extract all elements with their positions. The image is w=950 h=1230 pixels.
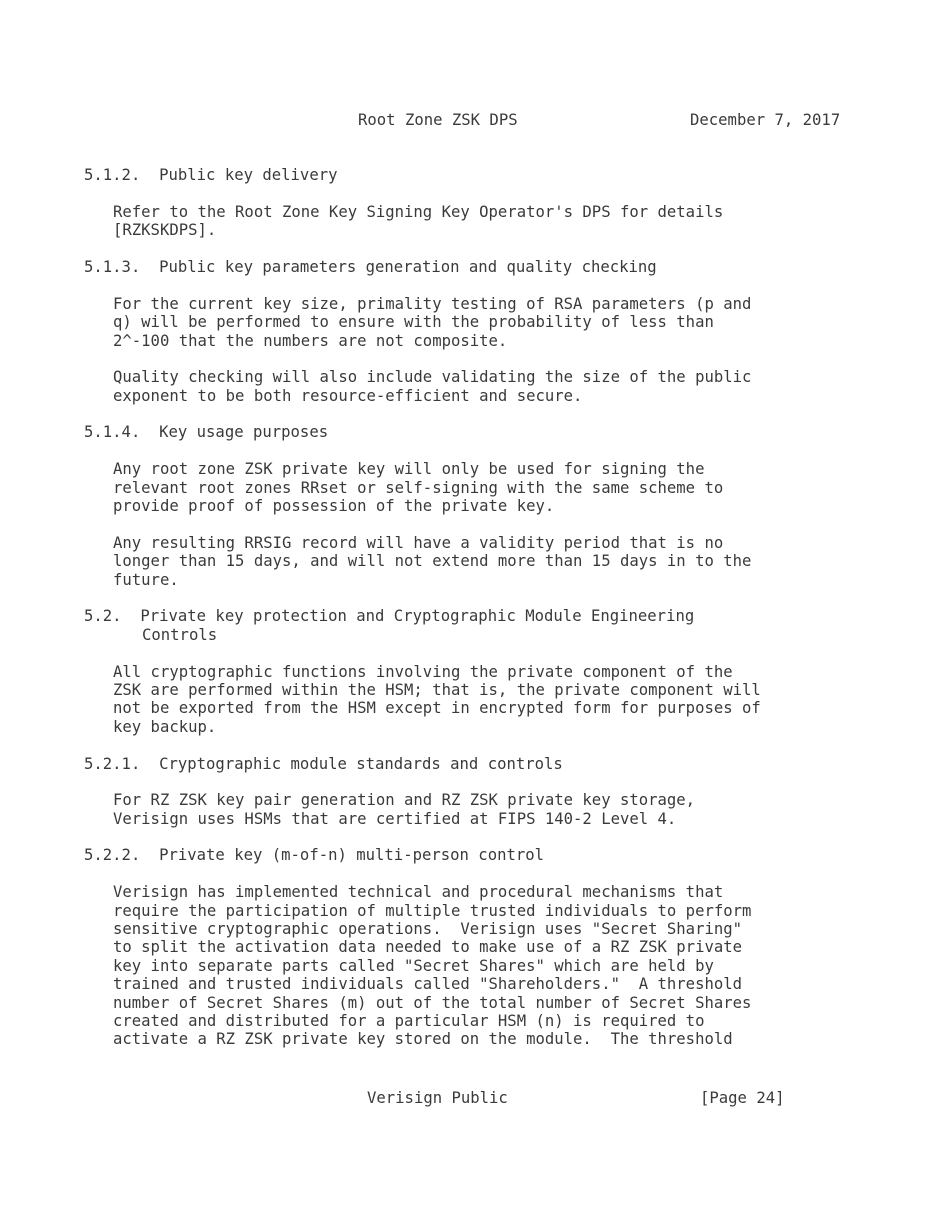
paragraph-line: Any resulting RRSIG record will have a validity period that is no — [113, 533, 724, 552]
footer-page-number: [Page 24] — [700, 1089, 785, 1107]
body-text — [84, 166, 761, 1049]
paragraph-line: future. — [113, 570, 179, 589]
paragraph-line: 2^-100 that the numbers are not composite. — [113, 331, 508, 350]
paragraph-line: Any root zone ZSK private key will only be used for signing the — [113, 460, 705, 479]
paragraph-line: not be exported from the HSM except in encrypted form for purposes of — [113, 699, 761, 718]
paragraph-line: All cryptographic functions involving the private component of the — [113, 662, 733, 681]
paragraph-line: Quality checking will also include validating the size of the public — [113, 368, 752, 387]
section-heading-5-2: 5.2. Private key protection and Cryptographic Module Engineering — [84, 607, 695, 626]
paragraph-line: exponent to be both resource-efficient and secure. — [113, 386, 583, 405]
paragraph-line: activate a RZ ZSK private key stored on the module. The threshold — [113, 1030, 733, 1049]
section-heading-5-2-continued: Controls — [142, 625, 218, 644]
section-heading-5-1-3: 5.1.3. Public key parameters generation and quality checking — [84, 257, 657, 276]
paragraph-line: For RZ ZSK key pair generation and RZ ZSK private key storage, — [113, 791, 696, 810]
paragraph-line: q) will be performed to ensure with the probability of less than — [113, 313, 714, 332]
paragraph-line: key into separate parts called "Secret Shares" which are held by — [113, 956, 714, 975]
document-body — [84, 166, 761, 1049]
page-footer — [0, 1089, 950, 1109]
paragraph-line: relevant root zones RRset or self-signing with the same scheme to — [113, 478, 724, 497]
paragraph-line: require the participation of multiple trusted individuals to perform — [113, 901, 752, 920]
paragraph-line: longer than 15 days, and will not extend more than 15 days in to the — [113, 552, 752, 571]
section-heading-5-2-1: 5.2.1. Cryptographic module standards and controls — [84, 754, 563, 773]
paragraph-line: trained and trusted individuals called "Shareholders." A threshold — [113, 975, 743, 994]
header-date: December 7, 2017 — [690, 111, 841, 129]
paragraph-line: Refer to the Root Zone Key Signing Key Operator's DPS for details — [113, 202, 724, 221]
paragraph-line: Verisign has implemented technical and procedural mechanisms that — [113, 883, 724, 902]
footer-publisher: Verisign Public — [367, 1089, 508, 1107]
paragraph-line: Verisign uses HSMs that are certified at FIPS 140-2 Level 4. — [113, 809, 677, 828]
header-title: Root Zone ZSK DPS — [358, 111, 518, 129]
paragraph-line: key backup. — [113, 717, 217, 736]
section-heading-5-2-2: 5.2.2. Private key (m-of-n) multi-person control — [84, 846, 545, 865]
paragraph-line: created and distributed for a particular HSM (n) is required to — [113, 1011, 705, 1030]
paragraph-line: For the current key size, primality testing of RSA parameters (p and — [113, 294, 752, 313]
paragraph-line: provide proof of possession of the private key. — [113, 497, 555, 516]
page-header — [0, 111, 950, 131]
paragraph-line: [RZKSKDPS]. — [113, 221, 217, 240]
paragraph-line: to split the activation data needed to make use of a RZ ZSK private — [113, 938, 743, 957]
paragraph-line: sensitive cryptographic operations. Verisign uses "Secret Sharing" — [113, 920, 743, 939]
paragraph-line: ZSK are performed within the HSM; that is, the private component will — [113, 680, 761, 699]
section-heading-5-1-2: 5.1.2. Public key delivery — [84, 166, 338, 184]
paragraph-line: number of Secret Shares (m) out of the total number of Secret Shares — [113, 993, 752, 1012]
section-heading-5-1-4: 5.1.4. Key usage purposes — [84, 423, 329, 442]
